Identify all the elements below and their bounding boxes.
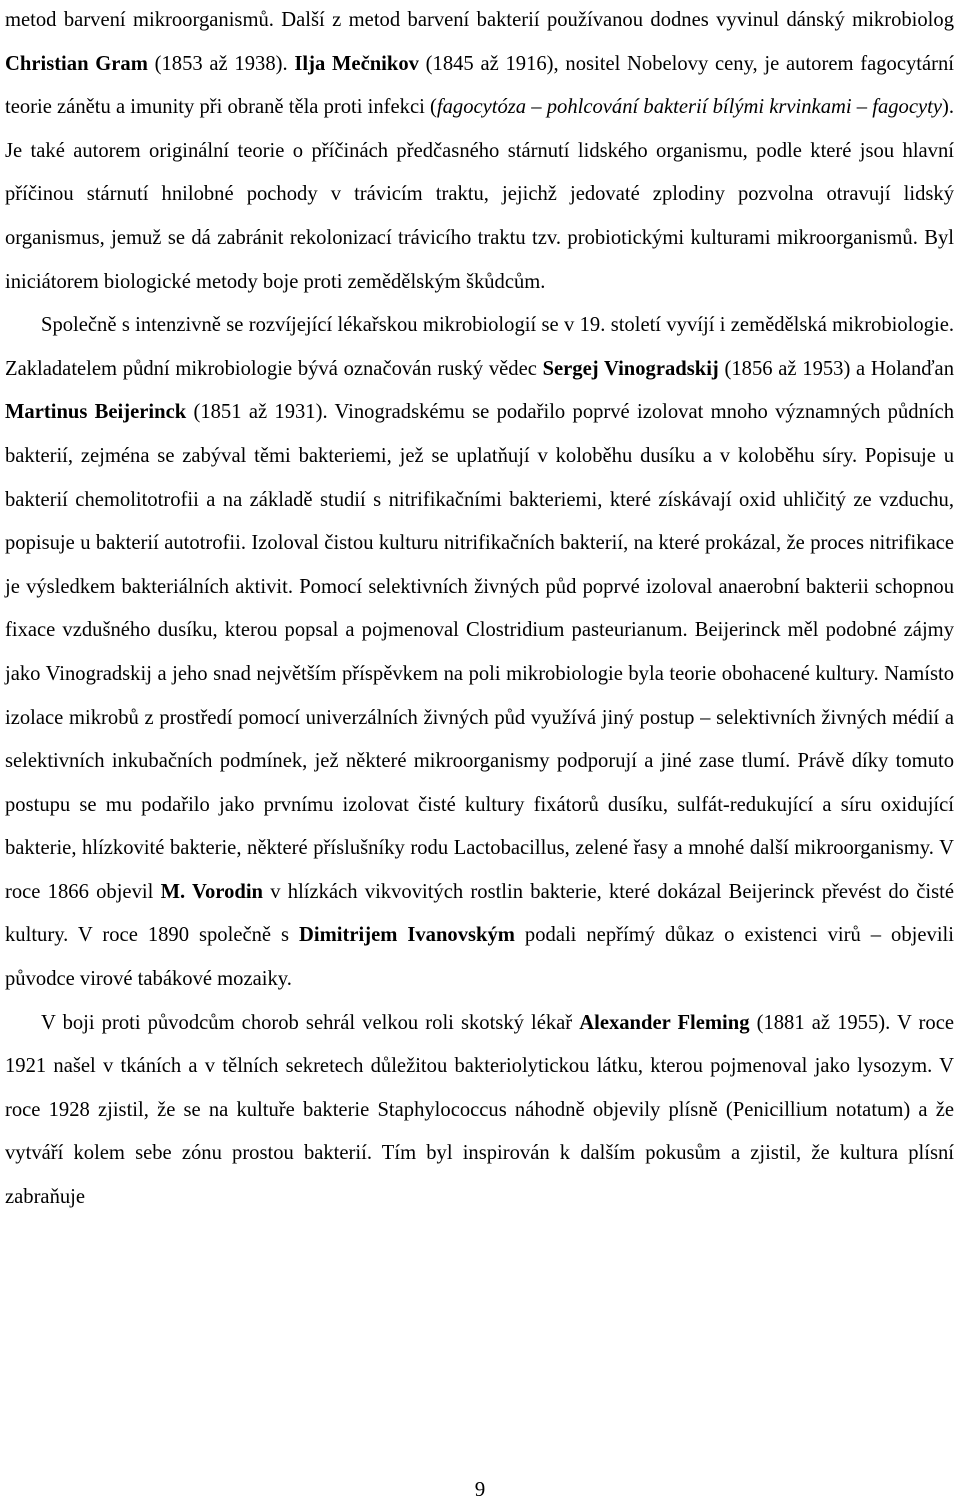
text-run: (1881 až 1955). V roce 1921 našel v tkáních a v tělních sekretech důležitou bakteriolytickou látku, kterou pojmenoval jako lysozym. V roce 1928 zjistil, že se na kultuře bakterie Staphylococcus náhodně objevily plísně (Penicillium notatum) a že vytváří kolem sebe zónu prostou bakterií. Tím byl inspirován k dalším pokusům a zjistil, že kultura plísní zabraňuje (5, 1011, 954, 1209)
text-run: (1845 až 1916), nositel Nobelovy ceny, je autorem fagocytární teorie zánětu a imunity při obraně těla proti infekci ( (5, 52, 955, 119)
text-run: ). Je také autorem originální teorie o příčinách předčasného stárnutí lidského organismu, podle které jsou hlavní příčinou stárnutí hnilobné pochody v trávicím traktu, jejichž jedovaté zplodiny pozvolna otravují lidský organismus, jemuž se dá zabránit rekolonizací trávicího traktu tzv. probiotickými kulturami mikroorganismů. Byl iniciátorem biologické metody boje proti zemědělským škůdcům. (5, 96, 954, 293)
text-run: (1853 až 1938). (147, 52, 295, 75)
name-alexander-fleming: Alexander Fleming (579, 1011, 750, 1034)
text-run: V boji proti původcům chorob sehrál velkou roli skotský lékař (41, 1011, 580, 1034)
name-m-vorodin: M. Vorodin (160, 880, 263, 903)
paragraph-fleming (5, 1002, 954, 1220)
name-sergej-vinogradskij: Sergej Vinogradskij (542, 357, 719, 380)
name-christian-gram: Christian Gram (5, 52, 148, 75)
text-run: (1851 až 1931). Vinogradskému se podařilo poprvé izolovat mnoho významných půdních bakterií, zejména se zabýval těmi bakteriemi, jež se uplatňují v koloběhu dusíku a v koloběhu síry. Popisuje u bakterií chemolitotrofii a na základě studií s nitrifikačními bakteriemi, které získávají oxid uhličitý ze vzduchu, popisuje u bakterií autotrofii. Izoloval čistou kulturu nitrifikačních bakterií, na které prokázal, že proces nitrifikace je výsledkem bakteriálních aktivit. Pomocí selektivních živných půd poprvé izoloval anaerobní bakterii schopnou fixace vzdušného dusíku, kterou popsal a pojmenoval Clostridium pasteurianum. Beijerinck měl podobné zájmy jako Vinogradskij a jeho snad největším příspěvkem na poli mikrobiologie byla teorie obohacené kultury. Namísto izolace mikrobů z prostředí pomocí univerzálních živných půd využívá jiný postup – selektivních živných médií a selektivních inkubačních podmínek, jež některé mikroorganismy podporují a jiné zase tlumí. Právě díky tomuto postupu se mu podařilo jako prvnímu izolovat čisté kultury fixátorů dusíku, sulfát-redukující a síru oxidující bakterie, hlízkovité bakterie, některé příslušníky rodu Lactobacillus, zelené řasy a mnohé další mikroorganismy. V roce 1866 objevil (5, 401, 955, 903)
text-run: metod barvení mikroorganismů. Další z metod barvení bakterií používanou dodnes vyvinul dánský mikrobiolog (5, 9, 954, 31)
text-run: podali nepřímý důkaz o existenci virů – objevili původce virové tabákové mozaiky. (5, 924, 954, 991)
page-number: 9 (474, 1477, 486, 1501)
name-martinus-beijerinck: Martinus Beijerinck (5, 401, 187, 424)
text-run: Společně s intenzivně se rozvíjející lékařskou mikrobiologií se v 19. století vyvíjí i zemědělská mikrobiologie. Zakladatelem půdní mikrobiologie bývá označován ruský vědec (5, 314, 954, 380)
text-run: v hlízkách vikvovitých rostlin bakterie, které dokázal Beijerinck převést do čisté kultury. V roce 1890 společně s (5, 880, 954, 947)
phagocytosis-definition: fagocytóza – pohlcování bakterií bílými krvinkami – fagocyty (436, 96, 942, 119)
name-ilja-mecnikov: Ilja Mečnikov (294, 52, 419, 75)
name-dimitrij-ivanovskij: Dimitrijem Ivanovským (299, 924, 515, 947)
paragraph-mechnikov (5, 0, 954, 304)
text-run: (1856 až 1953) a Holanďan (718, 357, 954, 380)
paragraph-soil-microbiology (5, 304, 954, 1002)
